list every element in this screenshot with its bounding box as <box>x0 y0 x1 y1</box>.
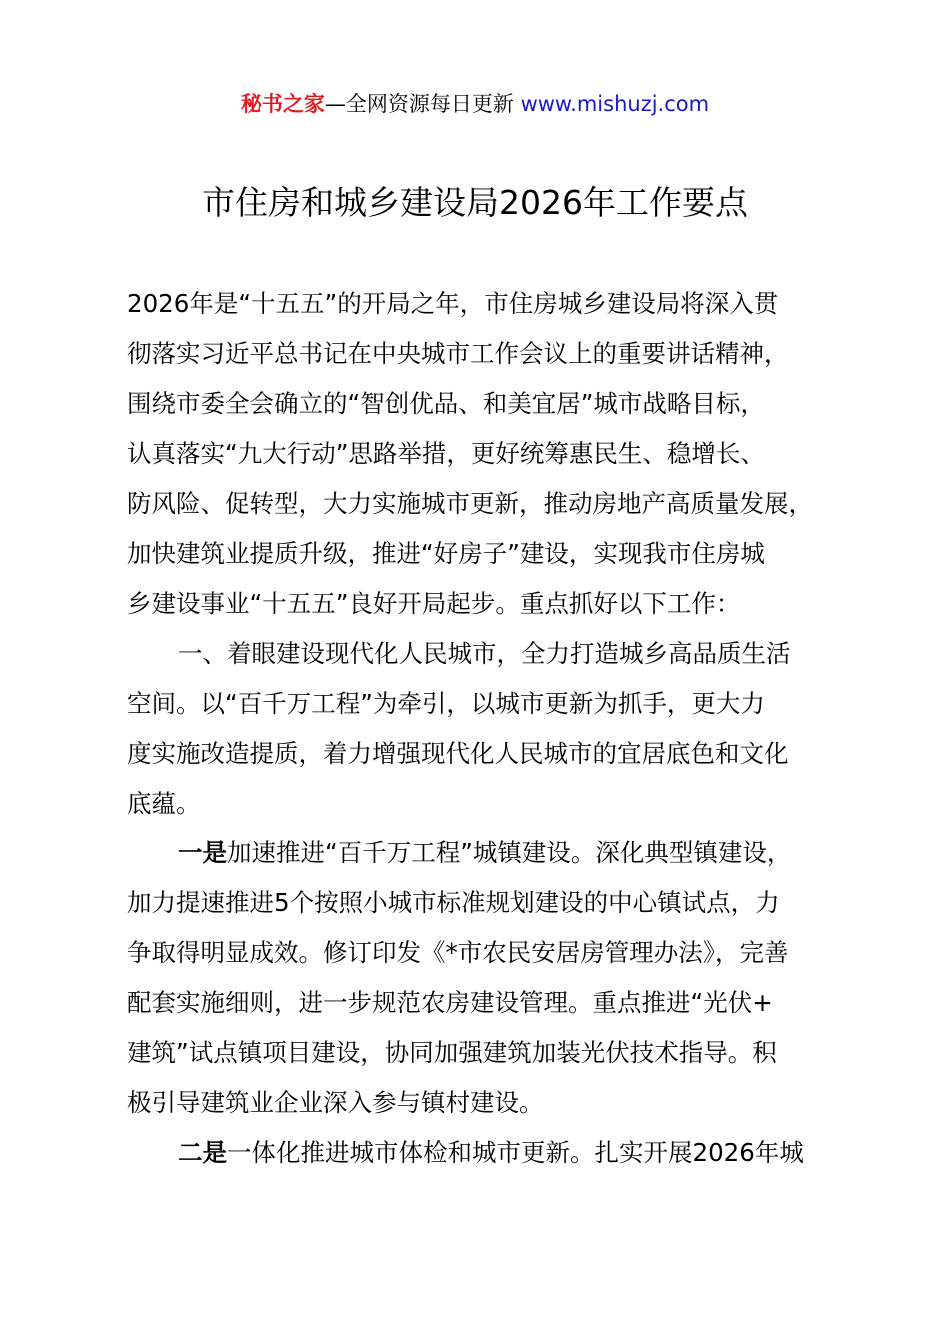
site-banner <box>0 86 950 122</box>
body-line: 度实施改造提质，着力增强现代化人民城市的宜居底色和文化 <box>127 739 789 768</box>
body-line: 争取得明显成效。修订印发《*市农民安居房管理办法》，完善 <box>127 938 789 967</box>
body-line: 认真落实“九大行动”思路举措，更好统筹惠民生、稳增长、 <box>127 439 765 468</box>
body-line: 加力提速推进5个按照小城市标准规划建设的中心镇试点，力 <box>127 888 780 917</box>
body-line-text: 加速推进“百千万工程”城镇建设。深化典型镇建设， <box>227 838 792 867</box>
body-line: 加快建筑业提质升级，推进“好房子”建设，实现我市住房城 <box>127 539 765 568</box>
section-heading: 一、着眼建设现代化人民城市，全力打造城乡高品质生活 <box>178 639 791 668</box>
body-line-text: 一体化推进城市体检和城市更新。扎实开展2026年城 <box>227 1138 804 1167</box>
body-line: 彻落实习近平总书记在中央城市工作会议上的重要讲话精神， <box>127 339 789 368</box>
bold-lead: 二是 <box>178 1138 227 1167</box>
body-line: 配套实施细则，进一步规范农房建设管理。重点推进“光伏+ <box>127 988 773 1017</box>
body-line: 围绕市委全会确立的“智创优品、和美宜居”城市战略目标， <box>127 389 765 418</box>
body-line <box>178 835 918 871</box>
banner-slogan: —全网资源每日更新 <box>324 92 514 116</box>
body-line: 建筑”试点镇项目建设，协同加强建筑加装光伏技术指导。积 <box>127 1038 777 1067</box>
body-line <box>178 1135 918 1171</box>
document-title: 市住房和城乡建设局2026年工作要点 <box>202 183 748 222</box>
body-line: 极引导建筑业企业深入参与镇村建设。 <box>127 1088 544 1117</box>
body-line: 2026年是“十五五”的开局之年，市住房城乡建设局将深入贯 <box>127 289 779 318</box>
site-url-link[interactable]: www.mishuzj.com <box>520 92 710 116</box>
body-line: 底蕴。 <box>127 789 201 818</box>
body-line: 空间。以“百千万工程”为牵引，以城市更新为抓手，更大力 <box>127 689 765 718</box>
bold-lead: 一是 <box>178 838 227 867</box>
body-line: 乡建设事业“十五五”良好开局起步。重点抓好以下工作： <box>127 589 741 618</box>
brand-name: 秘书之家 <box>240 92 325 116</box>
body-line: 防风险、促转型，大力实施城市更新，推动房地产高质量发展， <box>127 489 813 518</box>
